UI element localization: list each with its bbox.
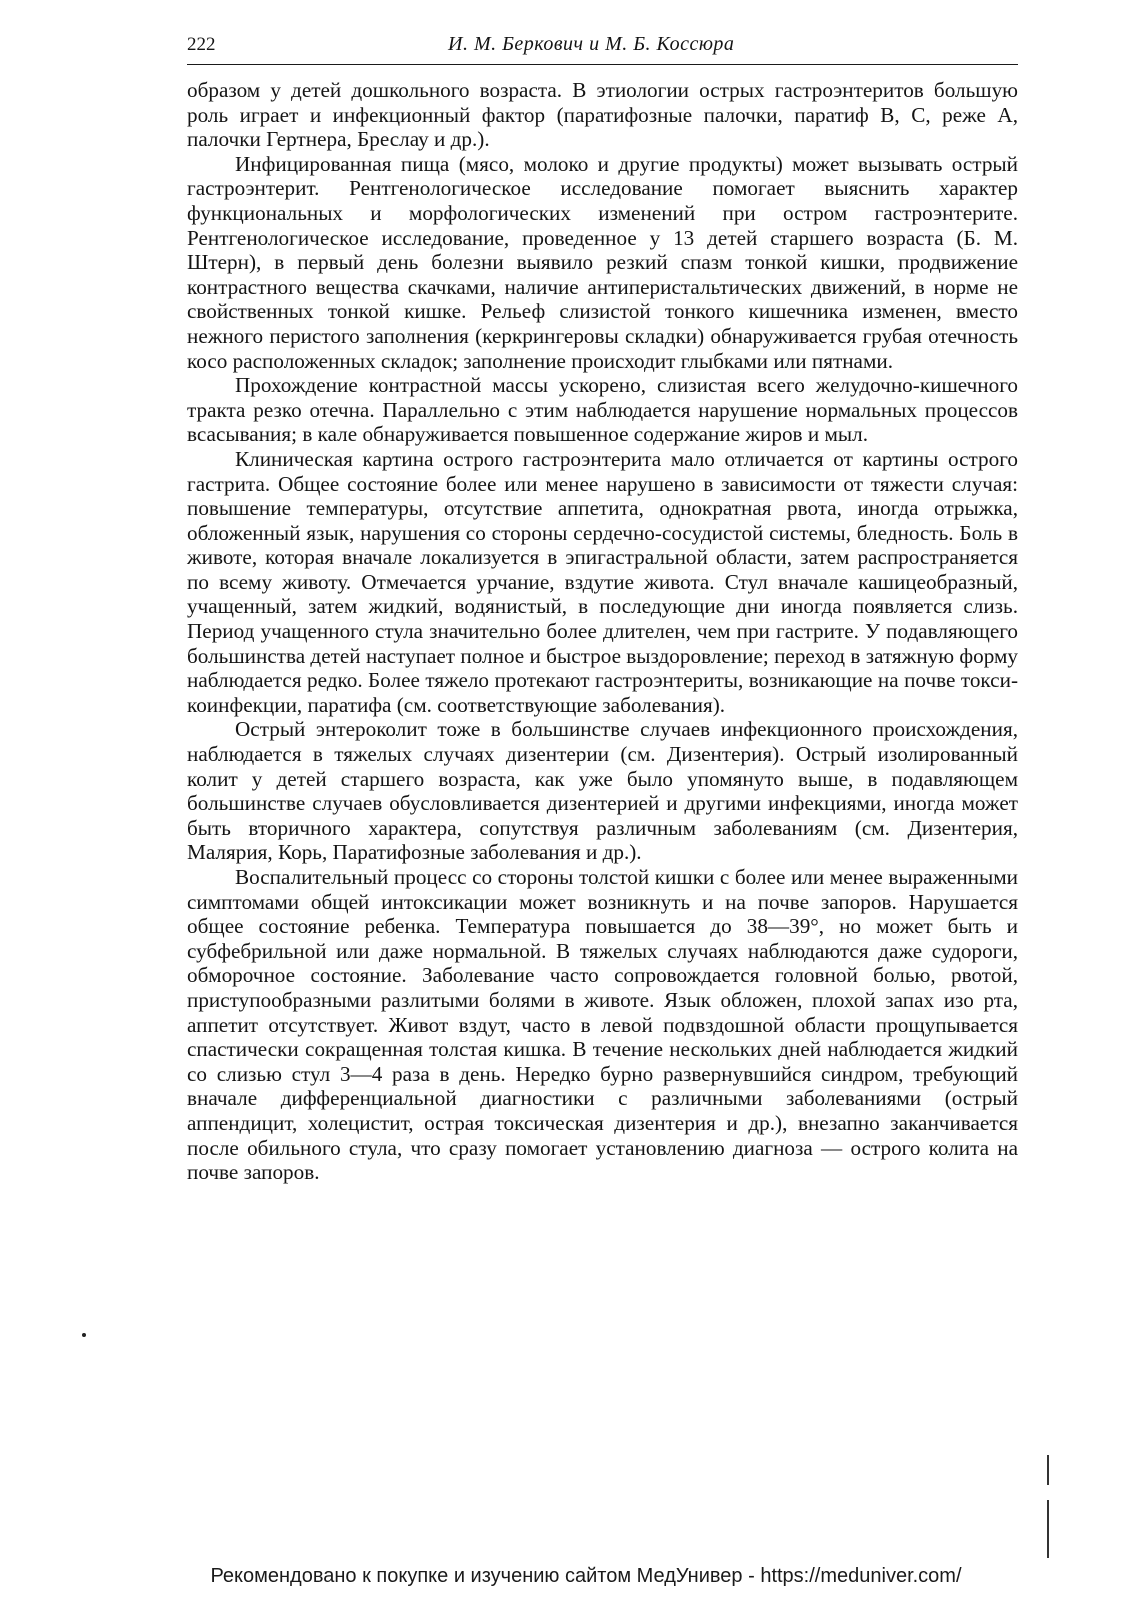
paragraph-contrast-passage: Прохождение контрастной массы ускорено, слизистая всего желудочно-кишечного тракта резко отечна. Параллельно с этим наблюдается нарушение нормальных процессов всасывания; в кале обнаруживается повышенное содержание жиров и мыл. xyxy=(187,373,1018,447)
body-text xyxy=(187,78,1018,1185)
footer-recommendation: Рекомендовано к покупке и изучению сайтом МедУнивер - https://meduniver.com/ xyxy=(210,1565,962,1587)
running-title: И. М. Беркович и М. Б. Коссюра xyxy=(448,33,735,55)
scan-edge-mark xyxy=(1047,1500,1049,1558)
paragraph-enterocolitis: Острый энтероколит тоже в большинстве случаев инфекционного происхождения, наблюдается в тяжелых случаях дизентерии (см. Дизентерия). Острый изолированный колит у детей старшего возраста, как уже было упомянуто выше, в подавляющем большинстве случаев обусловливается дизентерией и другими инфекциями, иногда может быть вторичного характера, сопутствуя различным заболеваниям (см. Дизентерия, Малярия, Корь, Паратифозные заболевания и др.). xyxy=(187,717,1018,865)
scan-speck xyxy=(82,1333,86,1337)
page-number: 222 xyxy=(187,34,216,55)
paragraph-infected-food: Инфицированная пища (мясо, молоко и другие продукты) может вызывать острый гастроэнтерит. Рентгенологическое исследование помогает выяснить характер функциональных и морфологических изменений при остром гастроэнтерите. Рентгенологическое исследование, проведенное у 13 детей старшего возраста (Б. М. Штерн), в первый день болезни выявило резкий спазм тонкой кишки, продвижение контрастного вещества скачками, наличие антиперистальтических движений, в норме не свойственных тонкой кишке. Рельеф слизистой тонкого кишечника изменен, вместо нежного перистого заполнения (керкрингеровы складки) обнаруживается грубая отечность косо расположенных складок; заполнение происходит глыбками или пятнами. xyxy=(187,151,1018,373)
paragraph-clinical-picture: Клиническая картина острого гастроэнтерита мало отличается от картины острого гастрита. Общее состояние более или менее нарушено в зависимости от тяжести случая: повышение температуры, отсутствие аппетита, однократная рвота, иногда отрыжка, обложенный язык, нарушения со стороны сердечно-сосудистой системы, бледность. Боль в животе, которая вначале локализуется в эпигастральной области, затем распространяется по всему животу. Отмечается урчание, вздутие живота. Стул вначале кашицеобразный, учащенный, затем жидкий, водянистый, в последующие дни иногда появляется слизь. Период учащенного стула значительно более длителен, чем при гастрите. У подавляющего большинства детей наступает полное и быстрое выздоровление; переход в затяжную форму наблюдается редко. Более тяжело протекают гастроэнтериты, возникающие на почве токсикоинфекции, паратифа (см. соответствующие заболевания). xyxy=(187,446,1018,717)
page-header xyxy=(187,30,1018,65)
paragraph-inflammation-constipation: Воспалительный процесс со стороны толстой кишки с более или менее выраженными симптомами общей интоксикации может возникнуть и на почве запоров. Нарушается общее состояние ребенка. Температура повышается до 38—39°, но может быть и субфебрильной или даже нормальной. В тяжелых случаях наблюдаются даже судороги, обморочное состояние. Заболевание часто сопровождается головной болью, рвотой, приступообразными разлитыми болями в животе. Язык обложен, плохой запах изо рта, аппетит отсутствует. Живот вздут, часто в левой подвздошной области прощупывается спастически сокращенная толстая кишка. В течение нескольких дней наблюдается жидкий со слизью стул 3—4 раза в день. Нередко бурно развернувшийся синдром, требующий вначале дифференциальной диагностики с различными заболеваниями (острый аппендицит, холецистит, острая токсическая дизентерия и др.), внезапно заканчивается после обильного стула, что сразу помогает установлению диагноза — острого колита на почве запоров. xyxy=(187,865,1018,1185)
scan-edge-mark xyxy=(1047,1455,1049,1485)
paragraph-continuation: образом у детей дошкольного возраста. В этиологии острых гастроэнтеритов большую роль играет и инфекционный фактор (паратифозные палочки, паратиф В, С, реже А, палочки Гертнера, Бреслау и др.). xyxy=(187,78,1018,152)
